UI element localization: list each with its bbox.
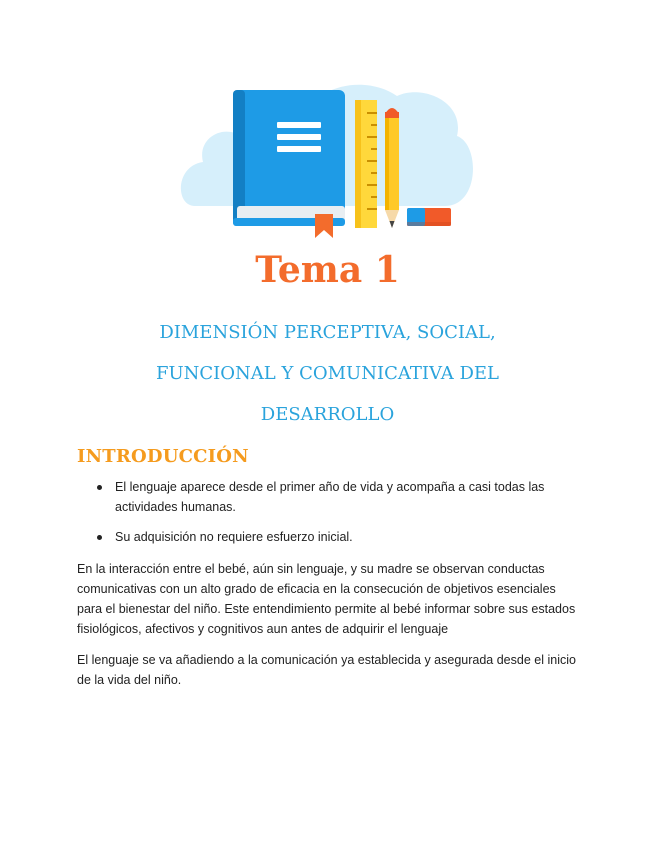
list-item-text: El lenguaje aparece desde el primer año de vida y acompaña a casi todas las actividades humanas. xyxy=(115,480,545,514)
page-title: Tema 1 xyxy=(255,249,400,291)
bullet-list xyxy=(77,478,577,548)
bullet-icon xyxy=(97,485,102,490)
list-item xyxy=(77,528,577,548)
study-illustration xyxy=(175,66,480,242)
section-heading: INTRODUCCIÓN xyxy=(77,446,249,467)
paragraph: En la interacción entre el bebé, aún sin lenguaje, y su madre se observan conductas comunicativas con un alto grado de eficacia en la consecución de objetivos esenciales para el bienestar del niño. Este entendimiento permite al bebé informar sobre sus estados fisiológicos, afectivos y cognitivos aun antes de adquirir el lenguaje xyxy=(77,562,576,636)
page-subtitle: DIMENSIÓN PERCEPTIVA, SOCIAL, FUNCIONAL Y COMUNICATIVA DEL DESARROLLO xyxy=(156,322,499,425)
eraser-icon xyxy=(407,208,451,226)
list-item xyxy=(77,478,577,517)
list-item-text: Su adquisición no requiere esfuerzo inicial. xyxy=(115,530,353,544)
bullet-icon xyxy=(97,535,102,540)
paragraph: El lenguaje se va añadiendo a la comunicación ya establecida y asegurada desde el inicio de la vida del niño. xyxy=(77,653,576,687)
ruler-icon xyxy=(355,100,377,228)
pencil-icon xyxy=(385,108,399,228)
book-icon xyxy=(233,90,345,238)
